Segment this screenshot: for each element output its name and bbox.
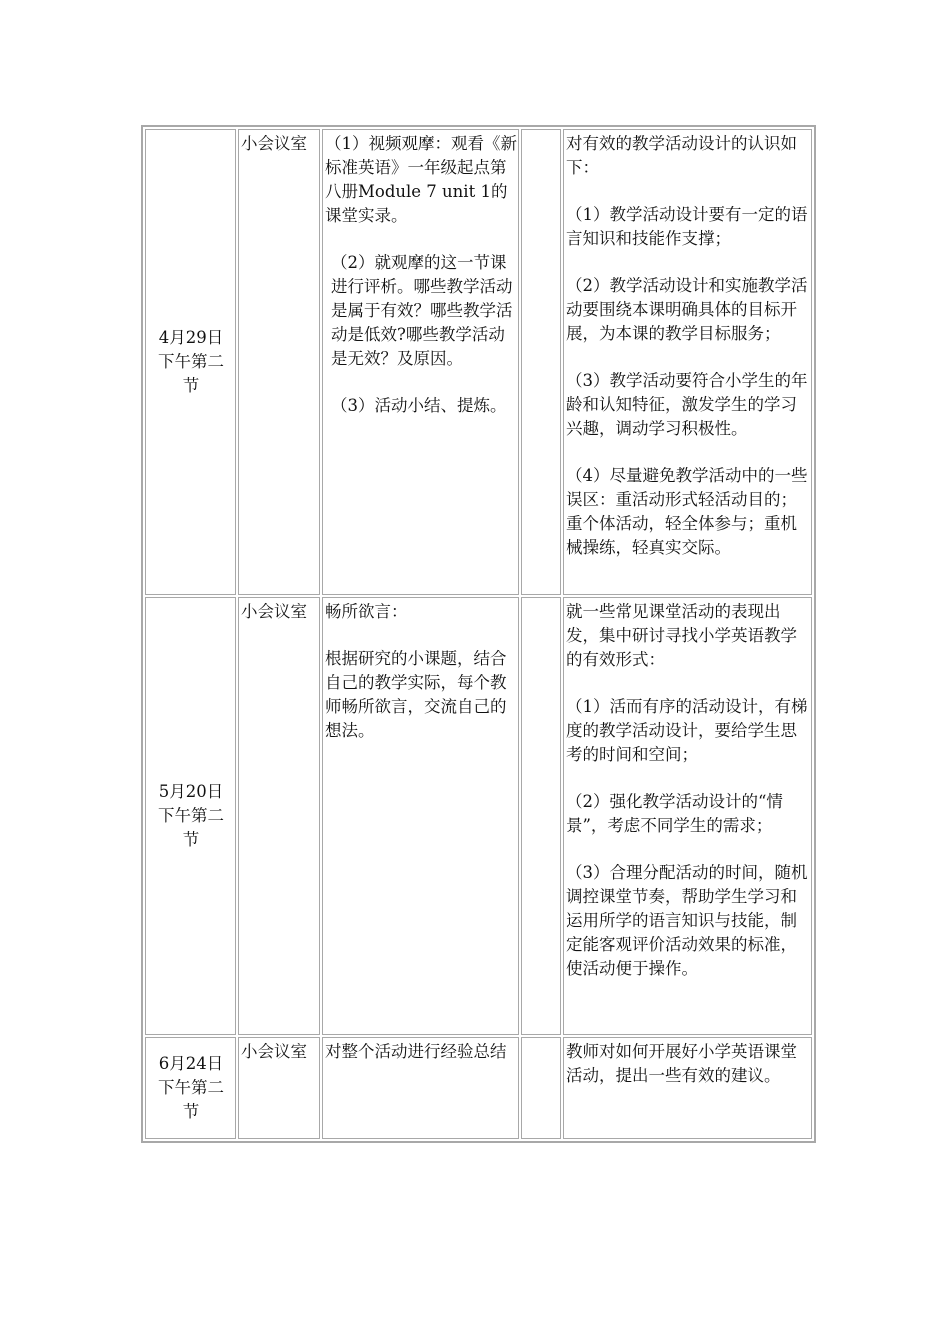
content-cell	[322, 1037, 519, 1139]
date-line: 6月24日	[158, 1054, 224, 1073]
place-cell	[238, 129, 320, 595]
place-text: 小会议室	[241, 134, 307, 153]
empty-cell	[521, 129, 561, 595]
result-paragraph: （1）教学活动设计要有一定的语言知识和技能作支撑；	[566, 205, 808, 248]
result-paragraph: 教师对如何开展好小学英语课堂活动，提出一些有效的建议。	[566, 1042, 797, 1085]
content-paragraph: 对整个活动进行经验总结	[325, 1042, 507, 1061]
result-cell	[563, 597, 812, 1035]
result-paragraph: （2）强化教学活动设计的“情景”，考虑不同学生的需求；	[566, 792, 783, 835]
date-line: 下午第二	[158, 806, 224, 825]
date-line: 节	[182, 830, 200, 849]
result-cell	[563, 129, 812, 595]
content-paragraph: 畅所欲言：	[325, 602, 408, 621]
result-paragraph: （3）合理分配活动的时间，随机调控课堂节奏，帮助学生学习和运用所学的语言知识与技能，制定能客观评价活动效果的标准，使活动便于操作。	[566, 863, 808, 978]
content-cell	[322, 597, 519, 1035]
date-cell	[145, 129, 236, 595]
date-line: 节	[182, 376, 200, 395]
date-line: 节	[182, 1102, 200, 1121]
content-paragraph: （3）活动小结、提炼。	[331, 396, 507, 415]
result-paragraph: （3）教学活动要符合小学生的年龄和认知特征，激发学生的学习兴趣，调动学习积极性。	[566, 371, 808, 438]
content-paragraph: （1）视频观摩：观看《新标准英语》一年级起点第八册Module 7 unit 1的课堂实录。	[325, 134, 517, 225]
result-cell	[563, 1037, 812, 1139]
date-line: 5月20日	[158, 782, 224, 801]
result-paragraph: （2）教学活动设计和实施教学活动要围绕本课明确具体的目标开展，为本课的教学目标服务；	[566, 276, 808, 343]
result-paragraph: 对有效的教学活动设计的认识如下：	[566, 134, 797, 177]
content-cell	[322, 129, 519, 595]
date-line: 4月29日	[158, 328, 224, 347]
place-text: 小会议室	[241, 1042, 307, 1061]
table-row	[145, 1037, 812, 1139]
content-paragraph: （2）就观摩的这一节课进行评析。哪些教学活动是属于有效？哪些教学活动是低效?哪些教学活动是无效？及原因。	[331, 253, 513, 368]
date-line: 下午第二	[158, 1078, 224, 1097]
table-row	[145, 597, 812, 1035]
date-line: 下午第二	[158, 352, 224, 371]
date-cell	[145, 1037, 236, 1139]
result-paragraph: （1）活而有序的活动设计，有梯度的教学活动设计，要给学生思考的时间和空间；	[566, 697, 808, 764]
empty-cell	[521, 597, 561, 1035]
place-cell	[238, 1037, 320, 1139]
activity-schedule-table	[141, 125, 816, 1143]
place-text: 小会议室	[241, 602, 307, 621]
result-paragraph: （4）尽量避免教学活动中的一些误区：重活动形式轻活动目的；重个体活动，轻全体参与；重机械操练，轻真实交际。	[566, 466, 808, 557]
content-paragraph: 根据研究的小课题，结合自己的教学实际，每个教师畅所欲言，交流自己的想法。	[325, 649, 507, 740]
place-cell	[238, 597, 320, 1035]
empty-cell	[521, 1037, 561, 1139]
result-paragraph: 就一些常见课堂活动的表现出发，集中研讨寻找小学英语教学的有效形式：	[566, 602, 797, 669]
table-row	[145, 129, 812, 595]
date-cell	[145, 597, 236, 1035]
